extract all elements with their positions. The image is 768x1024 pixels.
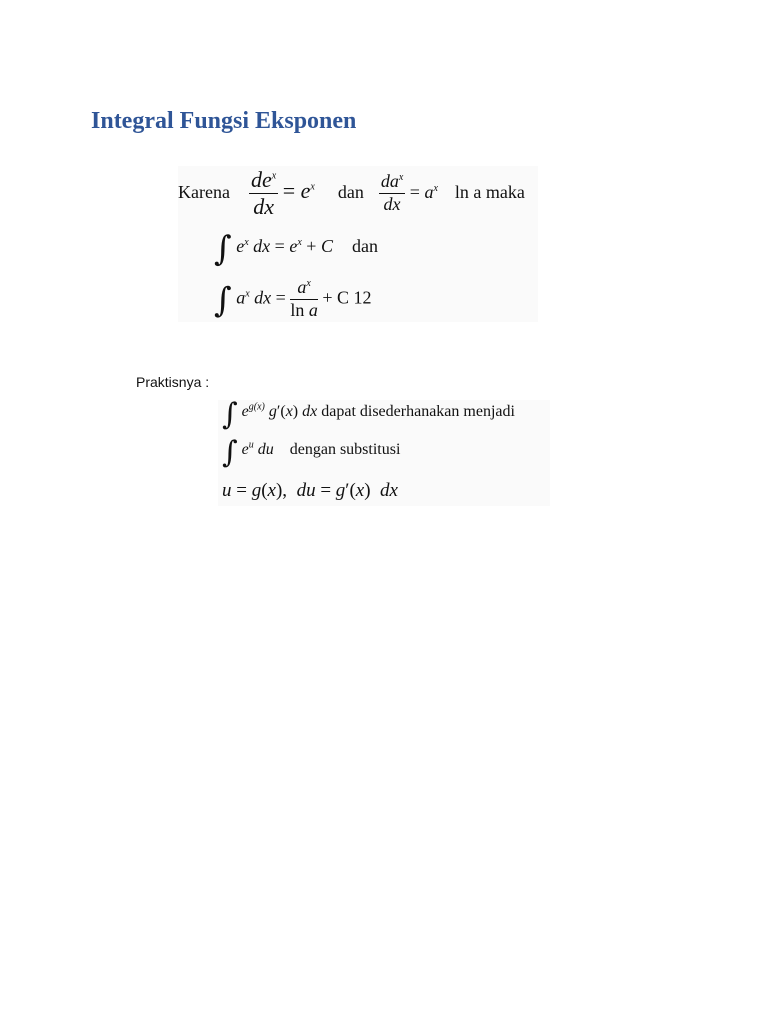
word-dan-2: dan (351, 236, 378, 256)
integral-sign-icon: ∫ (214, 280, 232, 321)
word-karena: Karena (178, 181, 230, 202)
formula-line-1: ∫ $e^{g(x)}$ g′(x) dx dapat disederhanakan menjadi (222, 397, 515, 432)
fraction-ax-lna: $\frac{a^x}{\text{ln a}}$ (290, 277, 318, 320)
text-dapat-disederhanakan: dapat disederhanakan menjadi (321, 403, 515, 420)
fraction-da-dx: $\frac{da^x}{dx}$ (380, 171, 404, 215)
text-dengan-substitusi: dengan substitusi (289, 441, 401, 458)
formula-image-substitution (218, 397, 550, 506)
text-ln-a-maka: ln a maka (454, 181, 525, 202)
formula-line-2: ∫ $e^u$ du dengan substitusi (222, 435, 401, 470)
integral-sign-icon: ∫ (222, 435, 238, 470)
formula-line-integral-ex: ∫ $e^x$ dx = $e^x + C$ dan (214, 229, 378, 269)
formula-line-derivatives: Karena $\frac{de^x}{dx}$ = $e^x$ dan $\frac{da^x}{dx}$ = $a^x$ ln a maka (178, 167, 525, 220)
text-plus-c12: + C 12 (322, 287, 372, 308)
formula-line-integral-ax: ∫ $a^x$ dx = $\frac{a^x}{\text{ln a}}$ + C 12 (214, 277, 372, 321)
formula-image-exponential (178, 166, 538, 322)
praktis-label: Praktisnya : (136, 374, 210, 390)
word-dan: dan (337, 181, 364, 202)
integral-sign-icon: ∫ (222, 397, 238, 432)
formula-line-3: u = g(x), du = g′(x) dx (222, 480, 398, 501)
fraction-de-dx: $\frac{de^x}{dx}$ (250, 167, 277, 220)
page-title: Integral Fungsi Eksponen (91, 108, 357, 134)
integral-sign-icon: ∫ (214, 229, 232, 269)
